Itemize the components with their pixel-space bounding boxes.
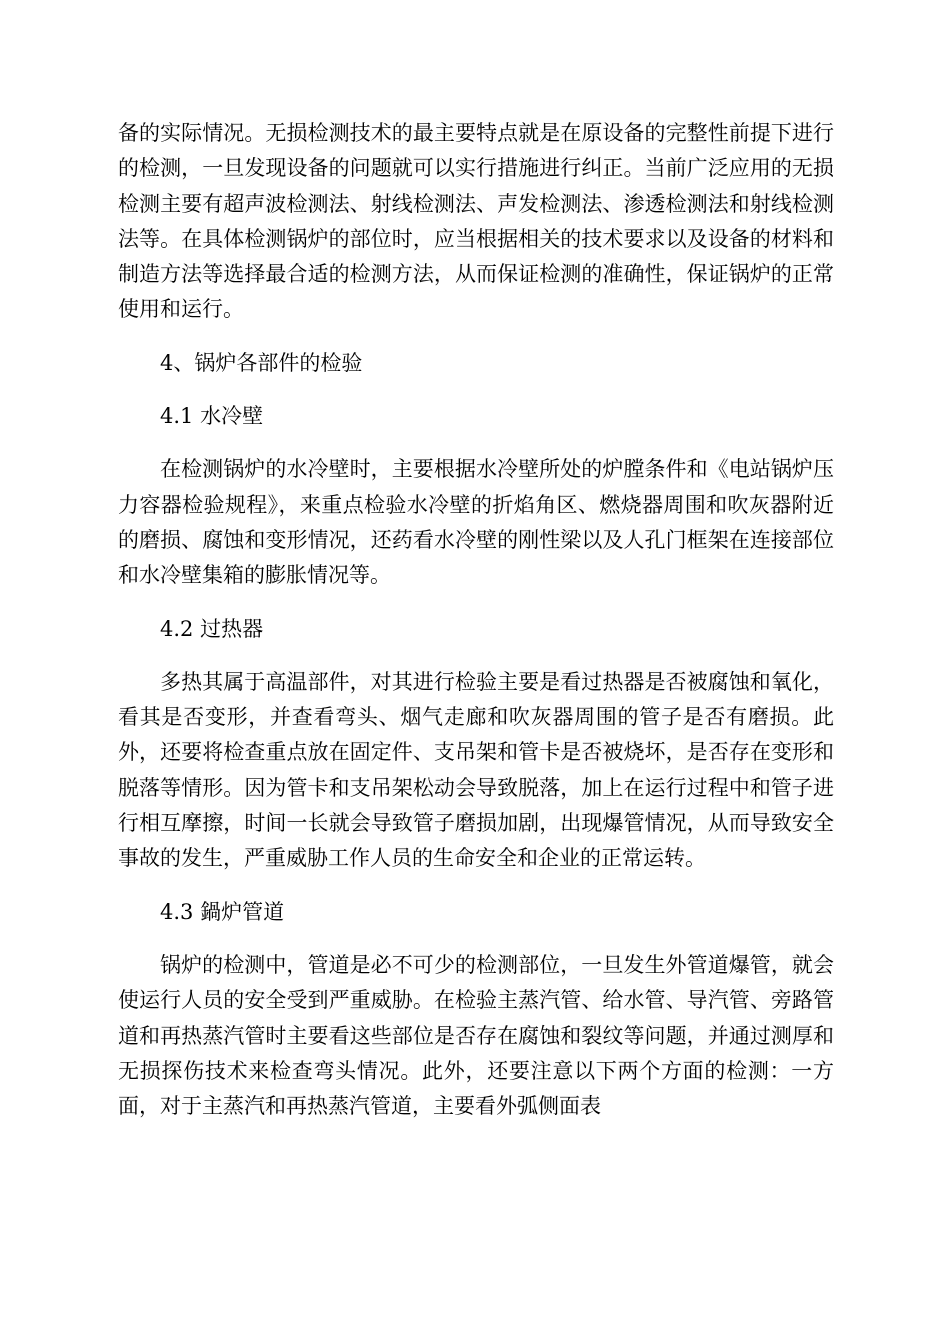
- document-body: [118, 116, 834, 1124]
- subsection-heading-water-wall: 4.1 水冷壁: [160, 404, 264, 429]
- section-heading: 4、锅炉各部件的检验: [160, 350, 363, 375]
- subsection-body-boiler-pipes: 锅炉的检测中，管道是必不可少的检测部位，一旦发生外管道爆管，就会使运行人员的安全受到严重威胁。在检验主蒸汽管、给水管、导汽管、旁路管道和再热蒸汽管时主要看这些部位是否存在腐蚀和裂纹等问题，并通过测厚和无损探伤技术来检查弯头情况。此外，还要注意以下两个方面的检测：一方面，对于主蒸汽和再热蒸汽管道，主要看外弧侧面表: [118, 952, 834, 1119]
- subsection-body-superheater: 多热其属于高温部件，对其进行检验主要是看过热器是否被腐蚀和氧化，看其是否变形，并查看弯头、烟气走廊和吹灰器周围的管子是否有磨损。此外，还要将检查重点放在固定件、支吊架和管卡是否被烧坏，是否存在变形和脱落等情形。因为管卡和支吊架松动会导致脱落，加上在运行过程中和管子进行相互摩擦，时间一长就会导致管子磨损加剧，出现爆管情况，从而导致安全事故的发生，严重威胁工作人员的生命安全和企业的正常运转。: [118, 669, 834, 871]
- subsection-heading-superheater: 4.2 过热器: [160, 616, 264, 641]
- subsection-body-water-wall: 在检测锅炉的水冷壁时，主要根据水冷壁所处的炉膛条件和《电站锅炉压力容器检验规程》，来重点检验水冷壁的折焰角区、燃烧器周围和吹灰器附近的磨损、腐蚀和变形情况，还药看水冷壁的刚性梁以及人孔门框架在连接部位和水冷壁集箱的膨胀情况等。: [118, 457, 834, 588]
- subsection-heading-boiler-pipes: 4.3 鍋炉管道: [160, 899, 285, 924]
- intro-paragraph: 备的实际情况。无损检测技术的最主要特点就是在原设备的完整性前提下进行的检测，一旦发现设备的问题就可以实行措施进行纠正。当前广泛应用的无损检测主要有超声波检测法、射线检测法、声发检测法、渗透检测法和射线检测法等。在具体检测锅炉的部位时，应当根据相关的技术要求以及设备的材料和制造方法等选择最合适的检测方法，从而保证检测的准确性，保证锅炉的正常使用和运行。: [118, 121, 834, 322]
